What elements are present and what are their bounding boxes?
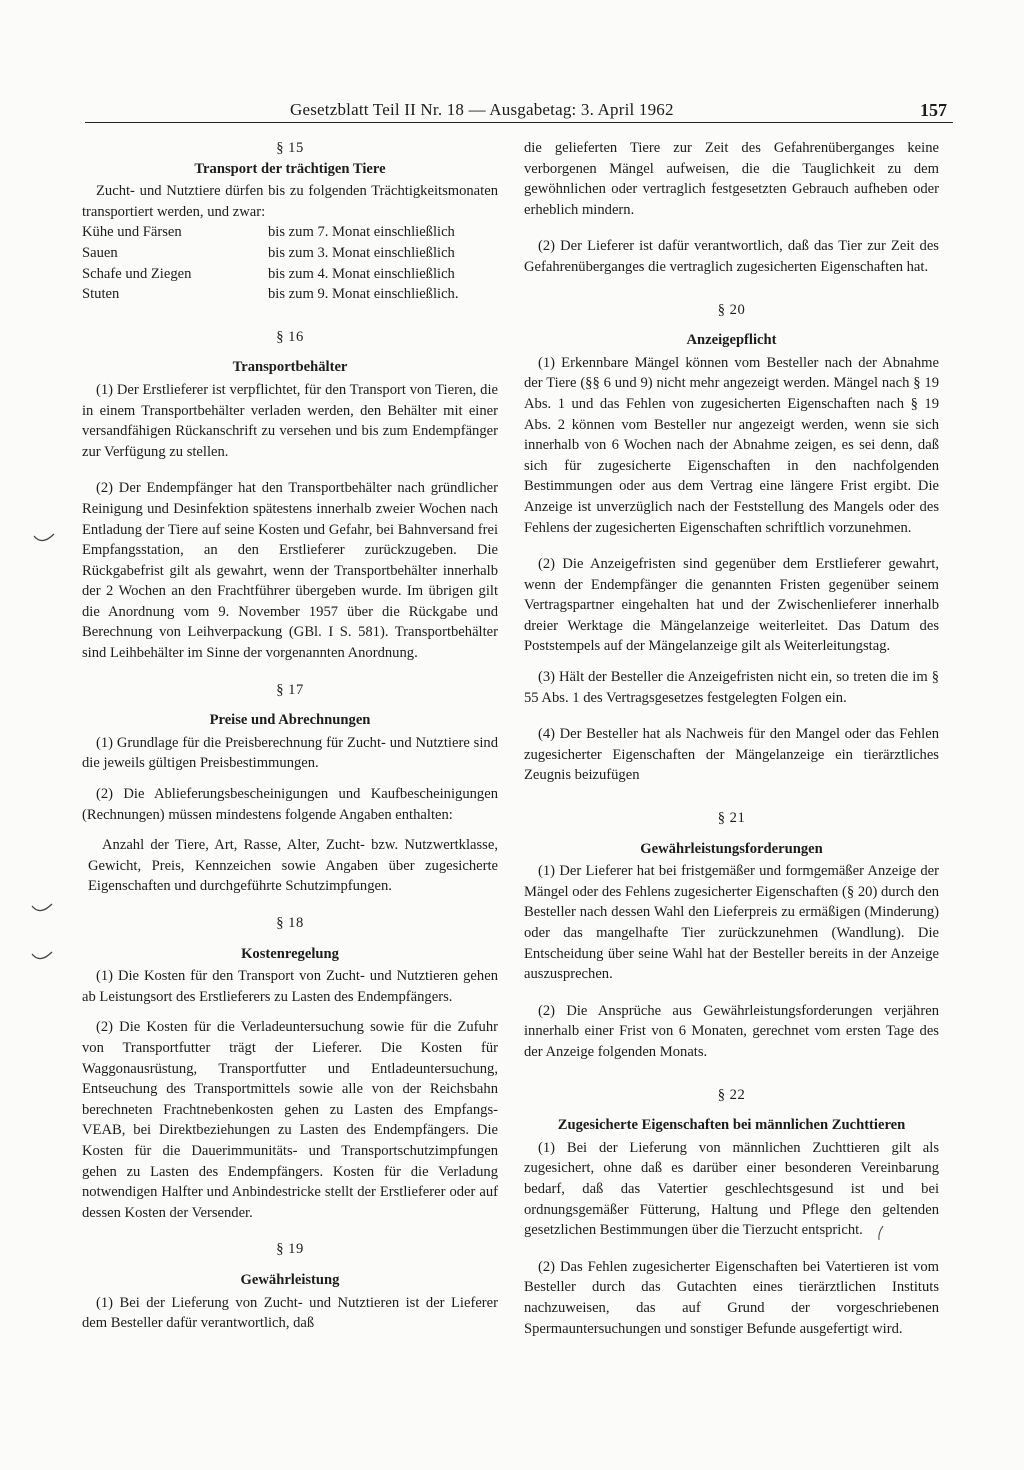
pregnancy-limits-table: [82, 222, 498, 304]
page-number: 157: [920, 100, 947, 120]
paragraph: (2) Die Ablieferungsbescheinigungen und Kaufbescheinigungen (Rechnungen) müssen mindestens folgende Angaben enthalten:: [82, 786, 498, 823]
section-number: § 16: [276, 328, 304, 345]
section-number: § 21: [717, 810, 746, 827]
margin-tick-mark: [32, 530, 58, 548]
paragraph: (2) Der Lieferer ist dafür verantwortlich, daß das Tier zur Zeit des Gefahrenüberganges die vertraglich zugesicherten Eigenschaften hat.: [524, 238, 939, 275]
paragraph: (1) Die Kosten für den Transport von Zucht- und Nutztieren gehen ab Leistungsort des Erstlieferers zu Lasten des Endempfängers.: [82, 968, 498, 1005]
paragraph: (2) Der Endempfänger hat den Transportbehälter nach gründlicher Reinigung und Desinfektion spätestens innerhalb zweier Wochen nach Entladung der Tiere auf seine Kosten und Gefahr, bei Bahnversand frei Empfangsstation, an den Erstlieferer zurückzugeben. Die Rückgabefrist gilt als gewahrt, wenn der Transportbehälter innerhalb der 2 Wochen an den Frachtführer übergeben wurde. Im übrigen gilt die Anordnung vom 9. November 1957 über die Rückgabe und Berechnung von Leihverpackung (GBl. I S. 581). Transportbehälter sind Leihbehälter im Sinne der vorgenannten Anordnung.: [82, 480, 498, 662]
margin-tick-mark: [30, 948, 56, 966]
animal-cell: Stuten: [82, 286, 120, 303]
left-column: [82, 138, 498, 1334]
animal-cell: Sauen: [82, 244, 118, 261]
section-heading: Kostenregelung: [241, 945, 339, 962]
paragraph: (1) Grundlage für die Preisberechnung für Zucht- und Nutztiere sind die jeweils gültigen Preisbestimmungen.: [82, 734, 498, 772]
table-row: [82, 264, 498, 285]
table-row: [82, 243, 498, 264]
page-header: [85, 98, 955, 122]
limit-cell: bis zum 7. Monat einschließlich: [268, 224, 455, 241]
section-number: § 17: [276, 681, 304, 698]
right-column: [524, 138, 939, 1339]
paragraph: die gelieferten Tiere zur Zeit des Gefahrenüberganges keine verborgenen Mängel aufweisen, die die Tauglichkeit zu dem gewöhnlichen oder vertraglich festgesetzten Gebrauch aufheben oder erheblich mindern.: [524, 140, 939, 218]
paragraph: (2) Die Ansprüche aus Gewährleistungsforderungen verjähren innerhalb einer Frist von 6 Monaten, gerechnet vom ersten Tage des der Anzeige folgenden Monats.: [524, 1002, 939, 1060]
margin-tick-mark: [874, 1224, 886, 1242]
section-heading: Preise und Abrechnungen: [209, 712, 371, 729]
section-number: § 18: [276, 915, 304, 931]
limit-cell: bis zum 3. Monat einschließlich: [268, 244, 455, 261]
paragraph: (3) Hält der Besteller die Anzeigefristen nicht ein, so treten die im § 55 Abs. 1 des Vertragsgesetzes festgelegten Folgen ein.: [524, 669, 939, 706]
paragraph: (1) Bei der Lieferung von Zucht- und Nutztieren ist der Lieferer dem Besteller dafür verantwortlich, daß: [82, 1294, 498, 1332]
section-heading: Zugesicherte Eigenschaften bei männlichen Zuchttieren: [557, 1117, 906, 1134]
section-heading: Gewährleistung: [240, 1271, 340, 1288]
section-heading: Gewährleistungsforderungen: [640, 840, 823, 857]
limit-cell: bis zum 9. Monat einschließlich.: [268, 286, 459, 303]
table-row: [82, 284, 498, 305]
paragraph: (2) Die Kosten für die Verladeuntersuchung sowie für die Zufuhr von Transportfutter trägt der Lieferer. Die Kosten für Waggonausrüstung, Transportfutter und Entladeuntersuchung, Entseuchung des Transportmittels sowie alle von der Reichsbahn berechneten Frachtnebenkosten gehen zu Lasten des Empfangs-VEAB, bei Direktbeziehungen zu Lasten des Endempfängers. Die Kosten für die Dauerimmunitäts- und Transportschutzimpfungen gehen zu Lasten des Endempfängers. Kosten für die Verladung notwendigen Halfter und Anbindestricke stellt der Erstlieferer oder auf dessen Kosten der Versender.: [82, 1019, 498, 1221]
header-rule: [85, 122, 953, 123]
section-heading: Transport der trächtigen Tiere: [194, 160, 386, 177]
section-number: § 19: [276, 1241, 304, 1258]
animal-cell: Kühe und Färsen: [82, 224, 182, 241]
section-number: § 22: [717, 1086, 746, 1103]
paragraph: (1) Bei der Lieferung von männlichen Zuchttieren gilt als zugesichert, ohne daß es darüber einer besonderen Vereinbarung bedarf, daß das Vatertier geschlechtsgesund ist und bei ordnungsgemäßer Fütterung, Haltung und Pflege den geltenden gesetzlichen Bestimmungen über die Tierzucht entspricht.: [524, 1139, 939, 1239]
limit-cell: bis zum 4. Monat einschließlich: [268, 265, 455, 282]
section-heading: Transportbehälter: [232, 359, 348, 376]
section-heading: Anzeigepflicht: [686, 332, 777, 349]
paragraph: (1) Der Erstlieferer ist verpflichtet, für den Transport von Tieren, die in einem Transportbehälter verladen werden, den Behälter mit einer versandfähigen Rückanschrift zu versehen und bis zum Endempfänger zur Verfügung zu stellen.: [82, 381, 498, 460]
paragraph: (2) Das Fehlen zugesicherter Eigenschaften bei Vatertieren ist vom Besteller durch das Gutachten eines tierärztlichen Instituts nachzuweisen, das auf Grund der vorgeschriebenen Spermauntersuchungen und sonstiger Befunde ausgefertigt wird.: [524, 1258, 939, 1337]
section-number: § 20: [717, 301, 746, 318]
table-row: [82, 222, 498, 243]
paragraph: (4) Der Besteller hat als Nachweis für den Mangel oder das Fehlen zugesicherter Eigenschaften der Mängelanzeige ein tierärztliches Zeugnis beizufügen: [524, 726, 939, 784]
paragraph: Zucht- und Nutztiere dürfen bis zu folgenden Trächtigkeitsmonaten transportiert werden, und zwar:: [82, 183, 498, 220]
paragraph: Anzahl der Tiere, Art, Rasse, Alter, Zucht- bzw. Nutzwertklasse, Gewicht, Preis, Kennzeichen sowie Angaben über zugesicherte Eigenschaften und durchgeführte Schutzimpfungen.: [88, 837, 498, 895]
section-number: § 15: [276, 140, 304, 156]
paragraph: (2) Die Anzeigefristen sind gegenüber dem Erstlieferer gewahrt, wenn der Endempfänger die genannten Fristen gegenüber seinem Vertragspartner eingehalten hat und der Zwischenlieferer innerhalb dreier Werktage die Mängelanzeige weiterleitet. Das Datum des Poststempels auf der Mängelanzeige gilt als Weiterleitungstag.: [524, 556, 939, 655]
margin-tick-mark: [30, 900, 56, 918]
paragraph: (1) Erkennbare Mängel können vom Besteller nach der Abnahme der Tiere (§§ 6 und 9) nicht mehr angezeigt werden. Mängel nach § 19 Abs. 1 und das Fehlen von zugesicherten Eigenschaften nach § 19 Abs. 2 können vom Besteller nur angezeigt werden, wenn sie sich innerhalb von 6 Wochen nach der Abnahme zeigen, es sei denn, daß sich für zugesicherte Eigenschaften in den nachfolgenden Bestimmungen oder aus dem Vertrag eine längere Frist ergibt. Die Anzeige ist unverzüglich nach der Feststellung des Mangels oder des Fehlens der zugesicherten Eigenschaften schriftlich vorzunehmen.: [524, 354, 939, 536]
paragraph: (1) Der Lieferer hat bei fristgemäßer und formgemäßer Anzeige der Mängel oder des Fehlens zugesicherter Eigenschaften (§ 20) durch den Besteller nach dessen Wahl den Lieferpreis zu ermäßigen (Minderung) oder das mangelhafte Tier zurückzunehmen (Wandlung). Die Entscheidung über seine Wahl hat der Besteller bereits in der Anzeige auszusprechen.: [524, 863, 939, 983]
header-title: Gesetzblatt Teil II Nr. 18 — Ausgabetag: 3. April 1962: [290, 100, 674, 119]
animal-cell: Schafe und Ziegen: [82, 265, 192, 282]
